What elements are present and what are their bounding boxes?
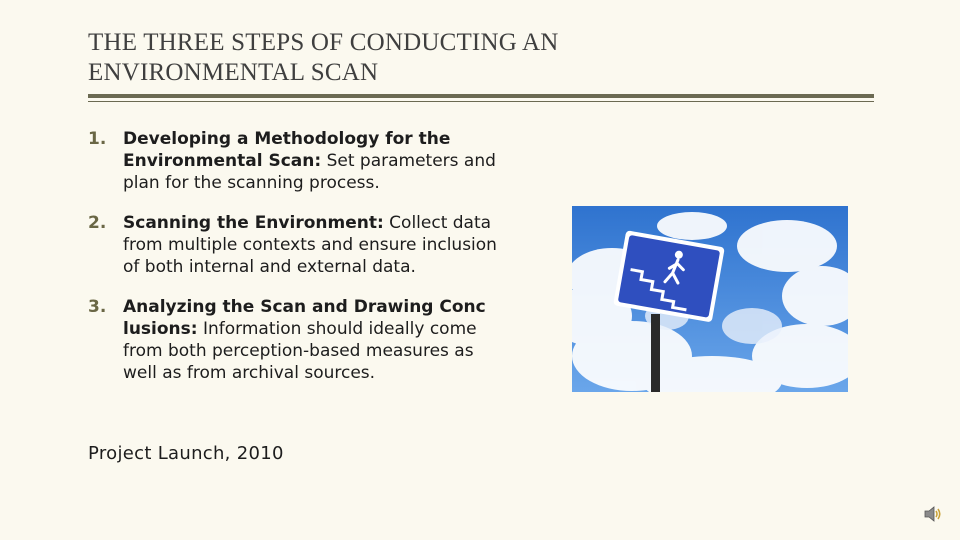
speaker-icon[interactable]: [922, 503, 944, 525]
step-heading: Scanning the Environment:: [123, 213, 384, 233]
list-item: [88, 212, 498, 278]
step-number: 1.: [88, 129, 107, 149]
list-item: [88, 128, 498, 194]
step-heading: Analyzing the Scan and Drawing Conc lusions:: [123, 297, 486, 339]
step-number: 2.: [88, 213, 107, 233]
stairs-exit-sign-photo: [572, 206, 848, 392]
list-item: [88, 296, 498, 384]
step-body: Information should ideally come from both perception-based measures as well as from archival sources.: [123, 319, 477, 383]
step-body: Set parameters and plan for the scanning process.: [123, 151, 496, 193]
citation: Project Launch, 2010: [88, 443, 284, 464]
step-body: Collect data from multiple contexts and ensure inclusion of both internal and external data.: [123, 213, 497, 277]
steps-list: [88, 128, 498, 402]
title-divider-thick: [88, 94, 874, 98]
title-divider-thin: [88, 101, 874, 102]
slide-title-line-2: ENVIRONMENTAL SCAN: [88, 59, 379, 86]
slide-title: [88, 28, 708, 88]
step-heading: Developing a Methodology for the Environmental Scan:: [123, 129, 451, 171]
step-number: 3.: [88, 297, 107, 317]
slide-title-line-1: THE THREE STEPS OF CONDUCTING AN: [88, 29, 559, 56]
